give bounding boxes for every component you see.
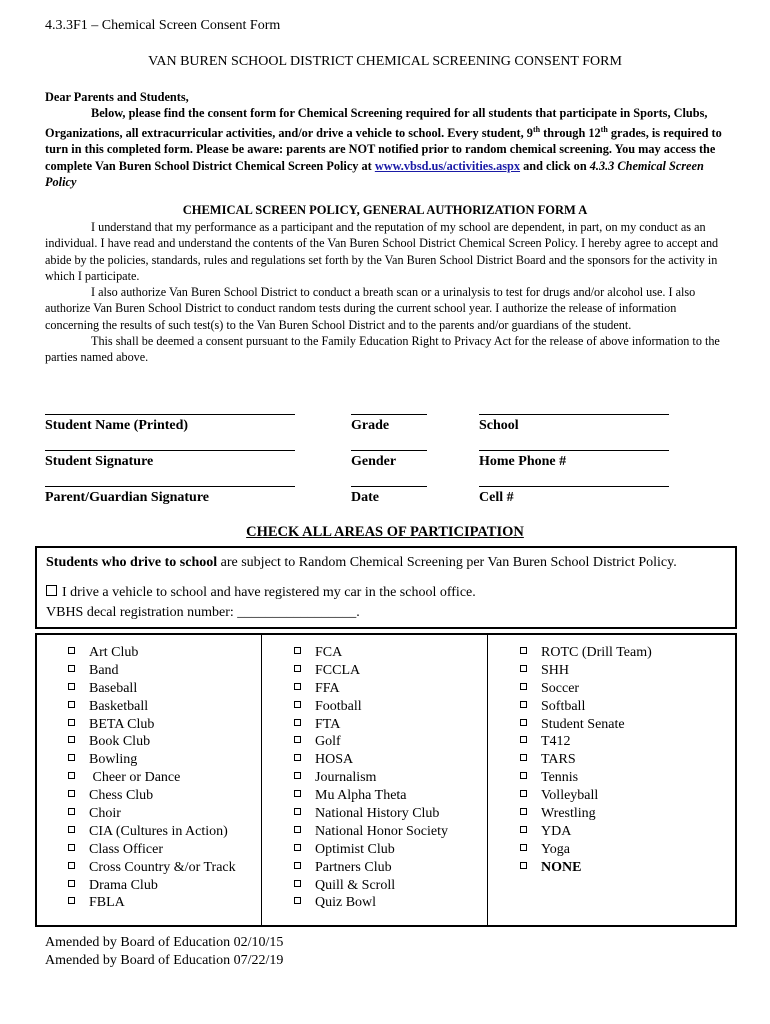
parent-signature-line[interactable] xyxy=(45,486,295,487)
checkbox[interactable] xyxy=(68,880,75,887)
activity-label: FTA xyxy=(315,716,341,732)
activity-option[interactable] xyxy=(68,680,236,698)
checkbox[interactable] xyxy=(520,808,527,815)
participation-title: CHECK ALL AREAS OF PARTICIPATION xyxy=(246,524,524,540)
checkbox[interactable] xyxy=(68,772,75,779)
amendment-note: Amended by Board of Education 02/10/15 xyxy=(45,935,284,950)
checkbox[interactable] xyxy=(294,880,301,887)
page-title: VAN BUREN SCHOOL DISTRICT CHEMICAL SCREENING CONSENT FORM xyxy=(148,54,622,69)
checkbox[interactable] xyxy=(520,736,527,743)
activity-column-2 xyxy=(294,644,448,912)
drive-section xyxy=(35,546,737,629)
date-line[interactable] xyxy=(351,486,427,487)
activity-option[interactable] xyxy=(294,680,448,698)
activity-option[interactable] xyxy=(68,698,236,716)
drive-checkbox-row[interactable]: I drive a vehicle to school and have registered my car in the school office. xyxy=(46,585,476,601)
activity-label: YDA xyxy=(541,823,572,839)
activity-label: Tennis xyxy=(541,770,579,786)
activity-label: FBLA xyxy=(89,895,125,911)
activity-label: FCCLA xyxy=(315,662,361,678)
activity-label: National Honor Society xyxy=(315,823,448,839)
gender-label: Gender xyxy=(351,454,397,469)
activity-label: Cross Country &/or Track xyxy=(89,859,236,875)
checkbox[interactable] xyxy=(294,844,301,851)
activity-label: Mu Alpha Theta xyxy=(315,788,407,804)
activity-label: TARS xyxy=(541,752,576,768)
checkbox[interactable] xyxy=(68,683,75,690)
checkbox[interactable] xyxy=(294,897,301,904)
checkbox[interactable] xyxy=(520,719,527,726)
activity-label: FFA xyxy=(315,680,340,696)
activity-label: Quill & Scroll xyxy=(315,877,396,893)
student-signature-label: Student Signature xyxy=(45,454,154,469)
activity-option[interactable] xyxy=(294,787,448,805)
home-phone-label: Home Phone # xyxy=(479,454,567,469)
activity-label: BETA Club xyxy=(89,716,155,732)
student-name-label: Student Name (Printed) xyxy=(45,418,189,433)
checkbox[interactable] xyxy=(520,665,527,672)
checkbox[interactable] xyxy=(520,790,527,797)
activity-option[interactable] xyxy=(68,859,236,877)
activity-option[interactable] xyxy=(294,733,448,751)
activity-option[interactable] xyxy=(68,662,236,680)
decal-number-field[interactable]: VBHS decal registration number: _________________. xyxy=(46,605,360,620)
checkbox[interactable] xyxy=(294,772,301,779)
checkbox[interactable] xyxy=(68,808,75,815)
greeting: Dear Parents and Students, xyxy=(45,90,189,104)
activity-option[interactable] xyxy=(68,877,236,895)
activity-option[interactable] xyxy=(520,716,652,734)
activity-option[interactable] xyxy=(68,823,236,841)
activity-label: Golf xyxy=(315,734,341,750)
activity-option[interactable] xyxy=(294,805,448,823)
activity-label: National History Club xyxy=(315,806,440,822)
activity-label: NONE xyxy=(541,859,582,875)
checkbox[interactable] xyxy=(68,826,75,833)
checkbox[interactable] xyxy=(68,897,75,904)
checkbox[interactable] xyxy=(520,683,527,690)
checkbox[interactable] xyxy=(520,701,527,708)
checkbox[interactable] xyxy=(68,736,75,743)
activity-label: SHH xyxy=(541,662,570,678)
activity-label: Journalism xyxy=(315,770,377,786)
checkbox[interactable] xyxy=(294,701,301,708)
student-signature-line[interactable] xyxy=(45,450,295,451)
checkbox[interactable] xyxy=(68,701,75,708)
authorization-title: CHEMICAL SCREEN POLICY, GENERAL AUTHORIZATION FORM A xyxy=(182,203,588,217)
activity-option[interactable] xyxy=(520,698,652,716)
activity-option[interactable] xyxy=(520,859,652,877)
activity-label: Baseball xyxy=(89,680,138,696)
amendment-note: Amended by Board of Education 07/22/19 xyxy=(45,953,284,968)
authorization-paragraph: I also authorize Van Buren School District to conduct a breath scan or a urinalysis to test for drugs and/or alcohol use. I also authorize Van Buren School District to conduct random tests during the current school year. I authorize the release of information concerning the results of such test(s) to the Van Buren School District and to the parents and/or guardians of the student. xyxy=(45,285,696,332)
activity-label: Book Club xyxy=(89,734,151,750)
activity-option[interactable] xyxy=(294,769,448,787)
activity-option[interactable] xyxy=(68,805,236,823)
activity-option[interactable] xyxy=(68,894,236,912)
checkbox[interactable] xyxy=(294,862,301,869)
activity-option[interactable] xyxy=(294,841,448,859)
activity-label: Football xyxy=(315,698,362,714)
activity-label: CIA (Cultures in Action) xyxy=(89,823,228,839)
activity-label: Basketball xyxy=(89,698,149,714)
activity-option[interactable] xyxy=(520,805,652,823)
activity-label: Soccer xyxy=(541,680,580,696)
activity-option[interactable] xyxy=(520,662,652,680)
home-phone-line[interactable] xyxy=(479,450,669,451)
drive-checkbox[interactable] xyxy=(46,585,57,596)
activity-option[interactable] xyxy=(294,859,448,877)
authorization-paragraph: This shall be deemed a consent pursuant to the Family Education Right to Privacy Act for the release of above information to the parties named above. xyxy=(45,334,720,365)
authorization-paragraph: I understand that my performance as a participant and the reputation of my school are dependent, in part, on my conduct as an individual. I have read and understand the contents of the Van Buren School District Chemical Screen Policy. I hereby agree to accept and abide by the policies, standards, rules and regulations set forth by the Van Buren School District Board and the sponsors for the activity in which I participate. xyxy=(45,220,719,283)
activity-label: Drama Club xyxy=(89,877,158,893)
checkbox[interactable] xyxy=(294,808,301,815)
checkbox[interactable] xyxy=(68,862,75,869)
activity-option[interactable] xyxy=(68,733,236,751)
checkbox[interactable] xyxy=(294,665,301,672)
gender-line[interactable] xyxy=(351,450,427,451)
activities-link[interactable]: www.vbsd.us/activities.aspx xyxy=(374,158,521,173)
column-divider xyxy=(487,635,488,925)
activity-column-3 xyxy=(520,644,652,877)
drive-notice: Students who drive to school are subject to Random Chemical Screening per Van Buren School District Policy. xyxy=(46,555,677,570)
document-id: 4.3.3F1 – Chemical Screen Consent Form xyxy=(45,18,281,33)
activity-option[interactable] xyxy=(68,751,236,769)
checkbox[interactable] xyxy=(294,736,301,743)
activity-label: Cheer or Dance xyxy=(89,770,181,786)
intro-section xyxy=(45,89,725,191)
activity-label: Partners Club xyxy=(315,859,392,875)
activity-label: Quiz Bowl xyxy=(315,895,377,911)
activity-option[interactable] xyxy=(294,698,448,716)
activity-option[interactable] xyxy=(520,787,652,805)
activity-option[interactable] xyxy=(294,716,448,734)
checkbox[interactable] xyxy=(68,844,75,851)
checkbox[interactable] xyxy=(68,719,75,726)
activity-label: Volleyball xyxy=(541,788,599,804)
checkbox[interactable] xyxy=(520,862,527,869)
checkbox[interactable] xyxy=(294,754,301,761)
intro-paragraph: Below, please find the consent form for Chemical Screening required for all students that participate in Sports, Clubs, Organizations, all extracurricular activities, and/or drive a vehicle to school. Every student, 9th through 12th grades, is required to turn in this completed form. Please be aware: parents are NOT notified prior to random chemical screening. You may access the complete Van Buren School District Chemical Screen Policy at www.vbsd.us/activities.aspx and click on 4.3.3 Chemical Screen Policy xyxy=(45,106,722,190)
checkbox[interactable] xyxy=(520,754,527,761)
activity-label: ROTC (Drill Team) xyxy=(541,645,652,660)
participation-table xyxy=(35,633,737,927)
checkbox[interactable] xyxy=(520,772,527,779)
activity-label: Yoga xyxy=(541,841,570,857)
checkbox[interactable] xyxy=(520,826,527,833)
checkbox[interactable] xyxy=(294,647,301,654)
activity-option[interactable] xyxy=(520,841,652,859)
date-label: Date xyxy=(351,490,379,505)
activity-option[interactable] xyxy=(520,644,652,662)
student-name-line[interactable] xyxy=(45,414,295,415)
checkbox[interactable] xyxy=(294,826,301,833)
activity-label: Chess Club xyxy=(89,788,154,804)
grade-label: Grade xyxy=(351,418,390,433)
activity-label: Wrestling xyxy=(541,806,596,822)
checkbox[interactable] xyxy=(68,647,75,654)
activity-label: Optimist Club xyxy=(315,841,395,857)
checkbox[interactable] xyxy=(520,844,527,851)
parent-signature-label: Parent/Guardian Signature xyxy=(45,490,210,505)
grade-line[interactable] xyxy=(351,414,427,415)
activity-option[interactable] xyxy=(520,733,652,751)
activity-label: Bowling xyxy=(89,752,138,768)
activity-column-1 xyxy=(68,644,236,912)
school-line[interactable] xyxy=(479,414,669,415)
activity-option[interactable] xyxy=(68,716,236,734)
school-label: School xyxy=(479,418,519,433)
activity-option[interactable] xyxy=(294,751,448,769)
authorization-body xyxy=(45,219,725,366)
checkbox[interactable] xyxy=(294,719,301,726)
column-divider xyxy=(261,635,262,925)
activity-option[interactable] xyxy=(68,769,236,787)
activity-label: HOSA xyxy=(315,752,354,768)
activity-label: Softball xyxy=(541,698,586,714)
policy-reference: 4.3.3 Chemical Screen Policy xyxy=(45,158,704,190)
activity-option[interactable] xyxy=(294,894,448,912)
activity-option[interactable] xyxy=(68,787,236,805)
activity-option[interactable] xyxy=(520,823,652,841)
activity-label: T412 xyxy=(541,734,571,750)
activity-option[interactable] xyxy=(294,877,448,895)
activity-option[interactable] xyxy=(68,841,236,859)
activity-option[interactable] xyxy=(294,662,448,680)
activity-label: Class Officer xyxy=(89,841,163,857)
activity-label: Student Senate xyxy=(541,716,625,732)
activity-option[interactable] xyxy=(294,823,448,841)
cell-line[interactable] xyxy=(479,486,669,487)
activity-label: Art Club xyxy=(89,645,139,660)
activity-option[interactable] xyxy=(68,644,236,662)
activity-label: Choir xyxy=(89,806,121,822)
cell-label: Cell # xyxy=(479,490,514,505)
activity-option[interactable] xyxy=(520,680,652,698)
activity-option[interactable] xyxy=(294,644,448,662)
activity-option[interactable] xyxy=(520,751,652,769)
checkbox[interactable] xyxy=(294,790,301,797)
checkbox[interactable] xyxy=(520,647,527,654)
checkbox[interactable] xyxy=(68,754,75,761)
activity-option[interactable] xyxy=(520,769,652,787)
checkbox[interactable] xyxy=(294,683,301,690)
checkbox[interactable] xyxy=(68,790,75,797)
checkbox[interactable] xyxy=(68,665,75,672)
activity-label: FCA xyxy=(315,645,343,660)
activity-label: Band xyxy=(89,662,119,678)
